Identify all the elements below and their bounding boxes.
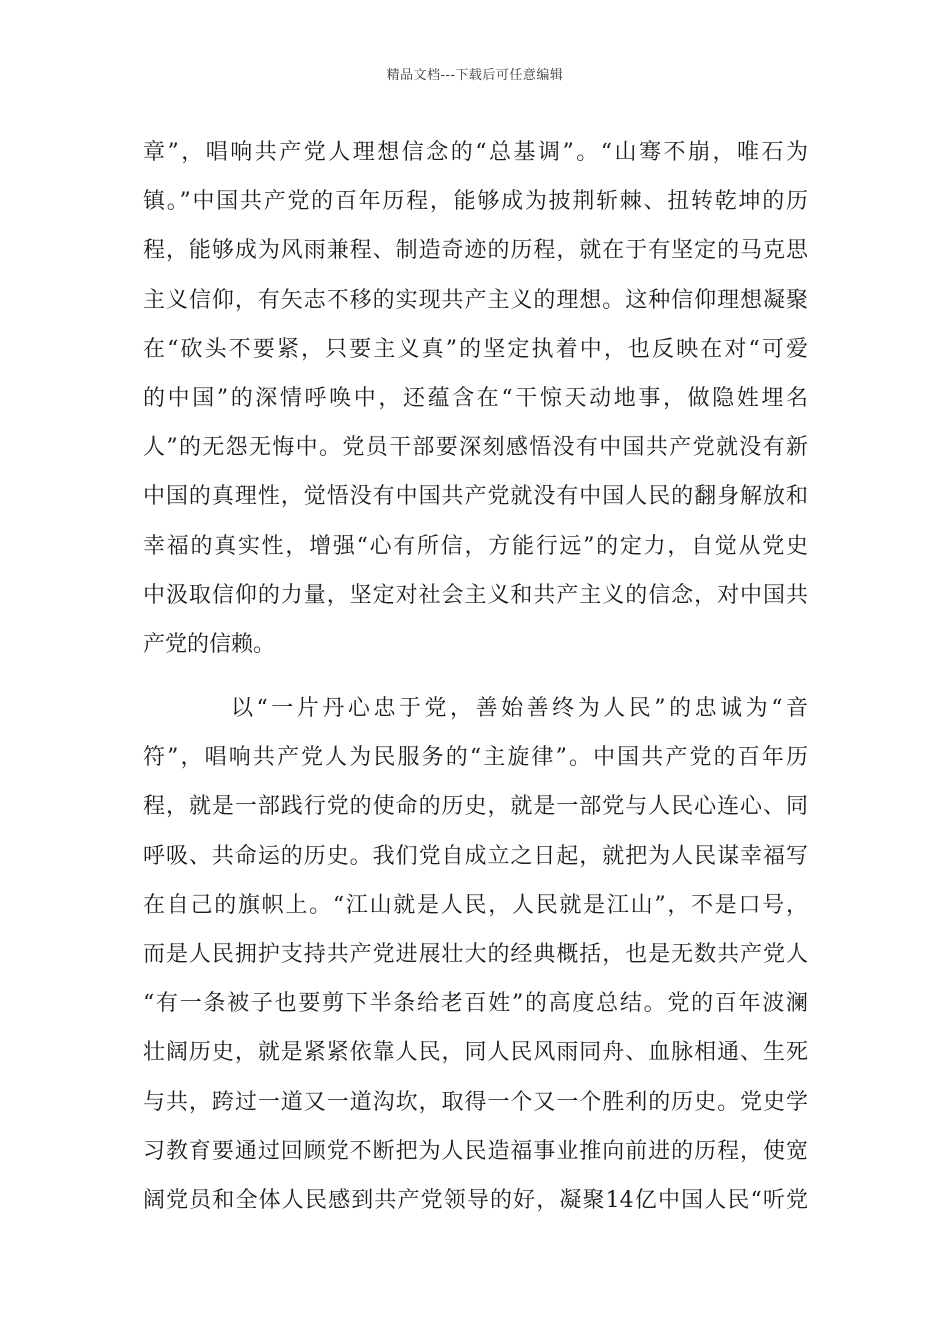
- text-line: “有一条被子也要剪下半条给老百姓”的高度总结。党的百年波澜: [143, 991, 808, 1017]
- text-line: 在自己的旗帜上。“江山就是人民，人民就是江山”，不是口号，: [143, 892, 808, 918]
- text-line: 主义信仰，有矢志不移的实现共产主义的理想。这种信仰理想凝聚: [143, 287, 808, 313]
- text-line: 程，就是一部践行党的使命的历史，就是一部党与人民心连心、同: [143, 794, 808, 820]
- text-line: 以“一片丹心忠于党，善始善终为人民”的忠诚为“音: [231, 696, 808, 722]
- text-line: 中国的真理性，觉悟没有中国共产党就没有中国人民的翻身解放和: [143, 484, 808, 510]
- text-line: 中汲取信仰的力量，坚定对社会主义和共产主义的信念，对中国共: [143, 582, 808, 608]
- text-line: 呼吸、共命运的历史。我们党自成立之日起，就把为人民谋幸福写: [143, 843, 808, 869]
- text-line: 而是人民拥护支持共产党进展壮大的经典概括，也是无数共产党人: [143, 942, 808, 967]
- paragraph-2: [143, 684, 808, 1225]
- paragraph-gap: [143, 669, 808, 684]
- text-line: 产党的信赖。: [143, 631, 276, 657]
- page-header: 精品文档---下载后可任意编辑: [386, 68, 564, 83]
- text-line: 阔党员和全体人民感到共产党领导的好，凝聚14亿中国人民“听党: [143, 1187, 808, 1213]
- paragraph-1: [143, 128, 808, 669]
- text-line: 程，能够成为风雨兼程、制造奇迹的历程，就在于有坚定的马克思: [143, 238, 808, 264]
- body-text: [143, 128, 808, 1225]
- text-line: 的中国”的深情呼唤中，还蕴含在“干惊天动地事，做隐姓埋名: [143, 385, 808, 411]
- text-line: 习教育要通过回顾党不断把为人民造福事业推向前进的历程，使宽: [143, 1138, 808, 1164]
- text-line: 符”，唱响共产党人为民服务的“主旋律”。中国共产党的百年历: [143, 745, 808, 771]
- text-line: 幸福的真实性，增强“心有所信，方能行远”的定力，自觉从党史: [143, 533, 808, 559]
- text-line: 与共，跨过一道又一道沟坎，取得一个又一个胜利的历史。党史学: [143, 1089, 808, 1115]
- text-line: 壮阔历史，就是紧紧依靠人民，同人民风雨同舟、血脉相通、生死: [143, 1040, 808, 1066]
- text-line: 镇。”中国共产党的百年历程，能够成为披荆斩棘、扭转乾坤的历: [143, 189, 808, 215]
- text-line: 在“砍头不要紧，只要主义真”的坚定执着中，也反映在对“可爱: [143, 336, 808, 362]
- text-line: 章”，唱响共产党人理想信念的“总基调”。“山骞不崩，唯石为: [143, 140, 808, 165]
- text-line: 人”的无怨无悔中。党员干部要深刻感悟没有中国共产党就没有新: [143, 435, 808, 461]
